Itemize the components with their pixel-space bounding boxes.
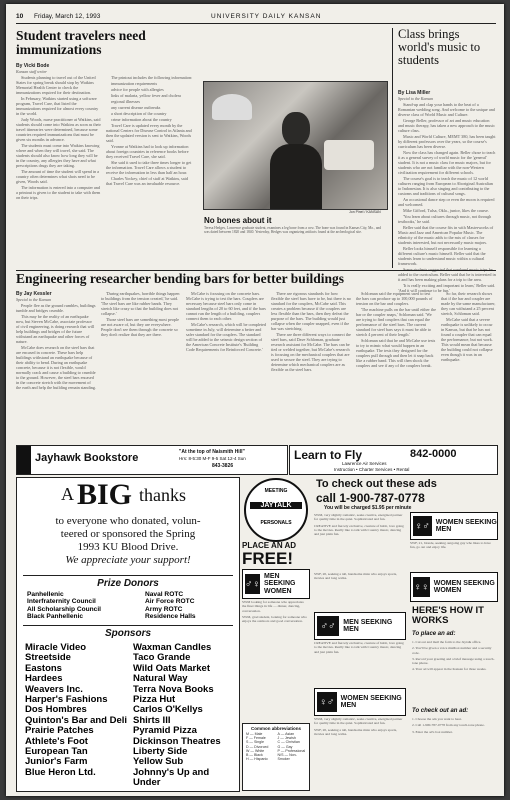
immunization-byline-role: Kansan staff writer [16, 69, 47, 74]
immunization-body-paragraph: Yvonne at Watkins had to look up information about foreign countries in reference books before they received Travel Care, she said. [106, 144, 189, 159]
engineering-body-col5 [356, 291, 436, 443]
abbreviation-item: F — Female [246, 736, 266, 741]
ad-text-3: SWM looking for someone who appreciates the finer things in life — dinner, dancing, conversation. [242, 600, 304, 613]
jaytalk-badge-top: MEETING [264, 488, 288, 494]
women-seeking-men-label-2: WOMEN SEEKING MEN [340, 694, 402, 709]
ad-text-5: SWF, 20, seeking a tall, handsome male who enjoys sports, movies and long walks. [314, 572, 398, 581]
abbreviation-item: S — Single [246, 740, 264, 745]
sponsor-name: Prairie Patches [25, 725, 94, 737]
music-body-paragraph: Now the class has changed again. Beller chose to teach it as a general survey of world music for the 'general' student. It is not a music class for music majors, but for students who are not familiar with the non-Western civilization requirement for different schools. [398, 150, 496, 175]
sponsor-name: Pizza Hut [133, 694, 176, 706]
immunization-body-col2 [106, 75, 194, 267]
sponsor-name: Hardees [25, 673, 63, 685]
abbreviation-item: H — Hispanic [246, 757, 268, 762]
ad-listing-6 [314, 717, 404, 790]
how-step-paragraph: 3. Record your greeting and a brief message using a touch-tone phone. [412, 656, 495, 666]
men-seeking-women-label: MEN SEEKING WOMEN [264, 572, 296, 595]
music-body-paragraph: The course's goal is to teach the music of 12 world cultures ranging from European to Aboriginal Australian to Indonesian. It is also singing and contributing to the customs and traditions of cultural songs. [398, 176, 493, 196]
column-rule [392, 28, 393, 268]
engineering-body-paragraph: People flee as the ground rumbles, buildings tumble and bridges crumble. [16, 303, 96, 313]
sponsor-name: Quinton's Bar and Deli [25, 714, 128, 726]
women-seeking-women-icon: ♀♀ [413, 577, 430, 597]
prize-donor-name: Black Panhellenic [27, 613, 84, 621]
men-seeking-men-badge [314, 612, 406, 640]
ad-listing-4 [314, 572, 404, 610]
abbreviation-item: G — Gay [277, 744, 293, 749]
engineering-body-paragraph: McCabe is focusing on the concrete bars. McCabe is trying to test the bars. Couplers are necessary because steel bars only come in standard lengths of 20 to 60 feet, and if the bars cannot run the length of a building, couplers connect them to each other. [186, 291, 266, 321]
sponsor-name: Athlete's Foot [25, 735, 88, 747]
women-seeking-women-label: WOMEN SEEKING WOMEN [433, 579, 495, 594]
women-seeking-men-badge [410, 512, 498, 540]
sponsors-title: Sponsors [104, 628, 152, 639]
men-seeking-women-badge [242, 569, 310, 599]
abbreviation-item: W — White [246, 748, 265, 753]
abbreviation-item: M — Male [246, 732, 263, 736]
music-body [398, 102, 496, 293]
engineering-body-paragraph: McCabe said that a severe earthquake is unlikely to occur in Kansas, but that he has not found a coupler that can equal the performance, but not work. This would mean that because the building could not collapse even though it was in an earthquake. [441, 317, 493, 362]
ad-text-2b: CREATIVE and fiercely exclusive, creature of habit, love going to the movies. Really like to talk with Country music, dancing and just plain fun. [314, 641, 404, 654]
prize-donor-name: Air Force ROTC [145, 598, 195, 606]
learn-to-fly-ad[interactable] [289, 445, 498, 475]
music-headline: Class brings world's music to students [398, 27, 481, 67]
jayhawk-bookstore-ad[interactable] [16, 445, 288, 475]
sponsors-left [25, 643, 130, 778]
place-an-ad-free[interactable]: FREE! [242, 549, 293, 568]
how-place-ad-steps [412, 640, 496, 706]
learn-to-fly-line2: Instruction • Charter Services • Rental [334, 467, 410, 472]
engineering-body-paragraph: So far, their research shows that if the bar and coupler are made by the same manufacturer, they can withstand a 25 percent stretch, Schloman said. [441, 291, 496, 316]
photo-bone [324, 140, 374, 170]
blood-drive-big: BIG [77, 478, 133, 511]
sponsor-name: Dos Hombres [25, 704, 87, 716]
immunization-body-paragraph: In February, Watkins started using a software program, Travel Care, that listed the immunizations required for almost every country in the world. [16, 96, 99, 116]
women-seeking-women-badge [410, 572, 498, 602]
music-body-paragraph: Mike Gifford, Tulsa, Okla., junior, likes the course. [403, 208, 489, 213]
immunization-body-col1 [16, 75, 101, 267]
abbreviations-list [243, 731, 309, 762]
learn-to-fly-phone: 842-0000 [410, 448, 457, 460]
check-out-heading: To check out these ads [316, 478, 437, 490]
immunization-body-paragraph: The students must come into Watkins knowing where and when they will travel, she said. The students should also know how long they will be in the country, any allergies they have and what prescriptions drugs they are taking. [16, 143, 100, 168]
how-step-paragraph: 2. Call 1-900-787-0778 from any touch-tone phone. [412, 723, 485, 728]
ad-listing-5 [314, 641, 404, 686]
blood-drive-line3: 1993 KU Blood Drive. [77, 541, 179, 553]
photo-caption: Teresa Hedges, Lawrence graduate student, examines a leg bone from a cow. The bone was found in Kansas City, Mo., and was dated between 1820 and 1840. Yesterday, Hedges was organizing artifacts found at the archeological site. [204, 226, 382, 235]
engineering-body-paragraph: Those steel bars are something most people are not aware of, but they are everywhere. People don't see them through the concrete so they don't realize that they are there. [101, 317, 180, 337]
women-seeking-men-icon: ♀♂ [413, 516, 432, 536]
photo-person-head [282, 112, 310, 146]
sponsor-name: Wild Oats Market [133, 662, 210, 674]
sponsor-name: Weavers Inc. [25, 683, 83, 695]
photo-credit: Jon Pinel / KANSAN [349, 210, 381, 214]
blood-drive-a: A [61, 484, 74, 504]
engineering-body-col4 [271, 291, 351, 443]
music-body-paragraph: 'You learn about cultures through music, not through textbooks,' he said. [398, 214, 492, 224]
sponsor-name: Harper's Fashions [25, 694, 108, 706]
engineering-body-col3 [186, 291, 266, 443]
engineering-body-paragraph: 'During earthquakes, horrible things happen to buildings from the tension created,' he said. 'The steel bars are like rubber bands. They stretch like crazy so that the building does not collapse.' [101, 291, 180, 316]
women-seeking-men-badge-2 [314, 688, 406, 716]
sponsor-name: Shirts III [133, 714, 171, 726]
men-seeking-men-label: MEN SEEKING MEN [343, 618, 393, 633]
ad-text-5b: SWF, 20, seeking a tall, handsome male who enjoys sports, movies and long walks. [314, 727, 398, 736]
music-byline-role: Special to the Kansan [398, 96, 433, 101]
sponsor-name: Junior's Farm [25, 756, 88, 768]
music-body-paragraph: Beller said that the course fits in with Masterworks of Music and Jazz and American Popular Music. The ethnicity of the music adds to the mix of classes for students interested, but not necessarily music majors. [398, 225, 494, 245]
prize-donor-name: Residence Halls [145, 613, 196, 621]
music-byline: By Lisa Miller [398, 90, 431, 96]
engineering-body-paragraph: Schloman said that he and McCabe use tests to try to mimic what would happen in an earthquake. The tests they designed for the couplers pull through and then let it snap back like a rubber band. This will then shock the couplers and see if any of the couplers break. [356, 338, 436, 368]
immunization-body-paragraph: Judy Woods, nurse practitioner at Watkins, said students should come into Watkins as soon as their travel itineraries were determined, because some countries required immunizations that must be given six months in advance. [16, 117, 101, 142]
newspaper-page [6, 4, 504, 796]
jaytalk-badge-name: JAYTALK [250, 502, 302, 509]
news-photo [203, 81, 388, 210]
immunization-headline: Student travelers need immunizations [16, 28, 146, 57]
abbreviation-item: P — Professional [277, 748, 306, 753]
music-body-paragraph: George Beller, professor of art and music education and music therapy, has taken a new approach to the music culture class. [398, 118, 496, 133]
men-seeking-men-icon: ♂♂ [317, 616, 339, 636]
immunization-byline: By Vicki Bode [16, 63, 50, 69]
sponsor-rule [23, 625, 233, 626]
ad-text-4: SWF, 21, blonde, seeking outgoing guy who likes to have fun, go out and enjoy life. [410, 541, 491, 550]
engineering-body-paragraph: 'The machine pulls on the bar until either the bar or the coupler snaps,' Schloman said. 'We are trying to find couplers that can equal the performance of the steel bars. The current standard for steel bars says it must be able to stretch 4 percent of their length.' [356, 307, 436, 337]
how-step-paragraph: 1. Cut out and mail the form to the Jaytalk office. [412, 640, 482, 644]
abbreviation-item: A — Asian [277, 732, 295, 736]
immunization-body-paragraph: regional illnesses [111, 99, 140, 104]
sponsor-name: Yellow Sub [133, 756, 184, 768]
how-step-paragraph: 2. You'll be given a voice mailbox number and a security code. [412, 646, 492, 655]
men-seeking-women-icon: ♂♀ [245, 574, 260, 594]
prize-rule [23, 575, 233, 576]
sponsor-name: Streetside [25, 652, 71, 664]
prize-donors-title: Prize Donors [97, 578, 159, 589]
photo-person-body [270, 144, 322, 209]
page-date: Friday, March 12, 1993 [34, 13, 101, 20]
sponsor-name: Carlos O'Kellys [133, 704, 203, 716]
abbreviation-item: N/S — Non-Smoker [277, 753, 297, 762]
place-an-ad-label: PLACE AN AD [242, 541, 297, 550]
sponsor-name: Waxman Candles [133, 642, 212, 653]
publication-name: UNIVERSITY DAILY KANSAN [211, 13, 322, 20]
immunization-body-paragraph: a short description of the country [111, 111, 167, 116]
how-step-paragraph: 4. Your ad will appear in the Kansan for three weeks. [412, 667, 487, 672]
jayhawk-hours: Hrs: 8-5:30 M-F 9-5 Sat 12-4 Sun [179, 456, 246, 461]
blood-drive-ad [16, 477, 240, 792]
engineering-body-paragraph: McCabe does research on the steel bars that are encased in concrete. These bars help buildings withstand an earthquake because of their ability to bend. During an earthquake concrete, because it is not flexible, would normally crack and cause a building to crumble to the ground. However, the steel bars encased in the concrete stretch with the movement of the earth and help the building remain standing. [16, 345, 97, 390]
how-check-ad-steps [412, 717, 496, 789]
engineering-body-paragraph: McCabe's research, which will be completed sometime in July, will determine a better and safer standard for the couplers. The standard will be added to the seismic design section of the American Concrete Institute's 'Building Code Requirements for Reinforced Concrete.' [186, 322, 266, 352]
sponsor-name: Terra Nova Books [133, 683, 214, 695]
blood-drive-line2: teered or sponsored the Spring [60, 528, 196, 540]
immunization-body-paragraph: The amount of time the student will spend in a country often determines what shots need to be given, Woods said. [16, 169, 100, 184]
page-number: 10 [16, 13, 24, 20]
engineering-body-paragraph: There are rigorous standards for how flexible the steel bars have to be, but there is no standard for the couplers, McCabe said. This creates a problem because if the couplers are less flexible than the bars, then they defeat the purpose of the bars. The building would just collapse when the coupler snapped, even if the bar was stretching. [271, 291, 351, 331]
music-body-paragraph: Music and World Culture, MEMT 380, has been taught by different professors over the years, so the course's curriculum has been diverse. [398, 134, 496, 149]
women-seeking-men-label: WOMEN SEEKING MEN [435, 518, 497, 533]
ad-listing-1 [314, 513, 404, 569]
ad-listing-2 [410, 541, 496, 569]
sponsor-name: Pyramid Pizza [133, 725, 197, 737]
blood-drive-line1: to everyone who donated, volun- [55, 515, 201, 527]
music-body-paragraph: added to the curriculum. Beller said that he is interested in it and has been making plans for a trip to the area. [398, 272, 496, 282]
ad-listing-3 [242, 600, 308, 720]
engineering-body-paragraph: This may be the reality of an earthquake now, but Steven McCabe, associate professor of civil engineering, is doing research that will help buildings and bridges of the future withstand an earthquake and other forces of nature. [16, 314, 95, 344]
women-seeking-men-icon-2: ♀♂ [317, 692, 337, 712]
engineering-body-paragraph: Schloman said the equipment used to test the bars can produce up to 100,000 pounds of tension on the bar and couplers. [356, 291, 433, 306]
music-body-paragraph: Stand-up and clap your hands to the beat of a Romanian wedding song. And welcome to the unique and diverse class of World Music and Culture. [398, 102, 495, 117]
how-check-ad-subtitle: To check out an ad: [412, 708, 469, 714]
sponsor-name: Johnny's Up and Under [133, 766, 210, 789]
engineering-headline: Engineering researcher bending bars for better buildings [16, 271, 345, 286]
immunization-body-paragraph: Charles Yockey, chief of staff at Watkins, said that Travel Care was an invaluable resource. [106, 176, 188, 186]
check-out-charge: You will be charged $1.95 per minute [324, 505, 412, 511]
prize-donors-left [27, 591, 137, 621]
ad-text-1: SWM, very slightly romantic, seeks creative, energized partner for quality time in the quiet. Sophisticated and fun. [314, 513, 403, 522]
sponsors-right [133, 643, 237, 789]
photo-caption-headline: No bones about it [204, 216, 272, 225]
abbreviations-box [242, 723, 310, 791]
ad-text-1b: SWM, very slightly romantic, seeks creative, energized partner for quality time in the quiet. Sophisticated and fun. [314, 717, 403, 726]
prize-donor-name: Interfraternity Council [27, 598, 96, 606]
blood-drive-thanks: thanks [139, 485, 186, 505]
engineering-byline-role: Special to the Kansan [16, 297, 51, 302]
page-header [16, 11, 496, 24]
how-step-paragraph: 3. Enter the ad's box number. [412, 729, 453, 734]
abbreviation-item: D — Divorced [246, 744, 269, 749]
ad-text-2: CREATIVE and fiercely exclusive, creature of habit, love going to the movies. Really like to talk with Country music, dancing and just plain fun. [314, 523, 404, 537]
jayhawk-logo-icon [17, 446, 31, 474]
prize-donor-name: Army ROTC [145, 605, 183, 613]
check-out-phone[interactable]: call 1-900-787-0778 [316, 491, 425, 505]
sponsor-name: Liberty Side [133, 746, 188, 758]
how-step-paragraph: 1. Choose the ads you want to hear. [412, 717, 462, 721]
immunization-body-paragraph: any current disease outbreaks [111, 105, 161, 110]
blood-drive-message [17, 515, 239, 567]
jayhawk-tagline: "At the top of Naismith Hill" [179, 449, 245, 455]
learn-to-fly-title: Learn to Fly [294, 448, 363, 462]
abbreviation-item: J — Jewish [277, 736, 296, 741]
photo-lamp [212, 94, 252, 120]
music-body-paragraph: 'It is really exciting and important to learn,' Beller said. 'And it will continue to be fun.' [398, 283, 496, 293]
abbreviation-item: B — Black [246, 753, 263, 758]
prize-donor-name: Naval ROTC [145, 591, 184, 598]
music-body-paragraph: An occasional dance step or even the moon is required and welcomed. [398, 197, 495, 207]
jayhawk-bookstore-name: Jayhawk Bookstore [35, 452, 139, 464]
sponsor-name: Eastons [25, 662, 62, 674]
how-place-ad-subtitle: To place an ad: [412, 631, 456, 637]
abbreviation-item: C — Christian [277, 740, 300, 745]
immunization-body-paragraph: Travel Care is updated every month by the national Centers for Disease Control in Atlanta and then the updated version is sent to Watkins, Woods said. [106, 123, 192, 143]
how-it-works-title: HERE'S HOW IT WORKS [412, 605, 484, 626]
learn-to-fly-line1: Lawrence Air Services [342, 461, 387, 466]
jayhawk-phone: 843-3826 [212, 463, 234, 469]
sponsor-name: Blue Heron Ltd. [25, 766, 96, 778]
engineering-body-paragraph: There are three different ways to connect the steel bars, said Dave Schloman, graduate research assistant for McCabe. The bars can be tied or welded together, but McCabe's research is focusing on the mechanical couplers that are used to secure the steel. They are trying to determine which mechanical couplers are as flexible as the steel bars. [271, 332, 351, 372]
engineering-body-col1 [16, 303, 96, 443]
immunization-body-paragraph: links of malaria, yellow fever and cholera [111, 93, 181, 98]
prize-donor-name: All Scholarship Council [27, 605, 102, 613]
immunization-body-paragraph: She said it used to take three times longer to get the information. Travel Care allows a student to receive the information in less than half an hour. [106, 160, 192, 175]
immunization-body-paragraph: crime information about the country [111, 117, 172, 122]
prize-donors-right [145, 591, 235, 621]
prize-donor-name: Panhellenic [27, 591, 64, 598]
sponsor-name: Miracle Video [25, 642, 87, 653]
engineering-body-col6 [441, 291, 496, 443]
sponsor-name: European Tan [25, 746, 88, 758]
engineering-body-col2 [101, 291, 181, 443]
immunization-body-paragraph: immunization requirements [111, 81, 158, 86]
immunization-body-paragraph: advice for people with allergies [111, 87, 164, 92]
sponsor-name: Natural Way [133, 673, 188, 685]
music-body-paragraph: Beller looks himself responsible for learning a different culture's music himself. Beller said that the students learn to understand music within a cultural framework. [398, 246, 486, 266]
immunization-body-paragraph: The information is entered into a computer and a printout is given to the student to take with them on their trips. [16, 185, 101, 200]
ad-text-6: SWM, grad student, looking for someone who enjoys the outdoors and good conversation. [242, 614, 307, 624]
blood-drive-line4: We appreciate your support! [65, 554, 191, 566]
immunization-body-paragraph: The printout includes the following information: [111, 75, 193, 80]
sponsor-name: Taco Grande [133, 652, 191, 664]
abbreviations-title: Common abbreviations [250, 726, 301, 731]
sponsor-name: Dickinson Theatres [133, 735, 221, 747]
engineering-byline: By Jay Kessler [16, 291, 52, 297]
immunization-body-paragraph: Students planning to travel out of the United States for spring break should stop by Watkins Memorial Health Center to check the immunizations required for their destination. [16, 75, 96, 95]
jaytalk-badge-bottom: PERSONALS [260, 520, 292, 526]
jaytalk-badge [244, 478, 308, 542]
